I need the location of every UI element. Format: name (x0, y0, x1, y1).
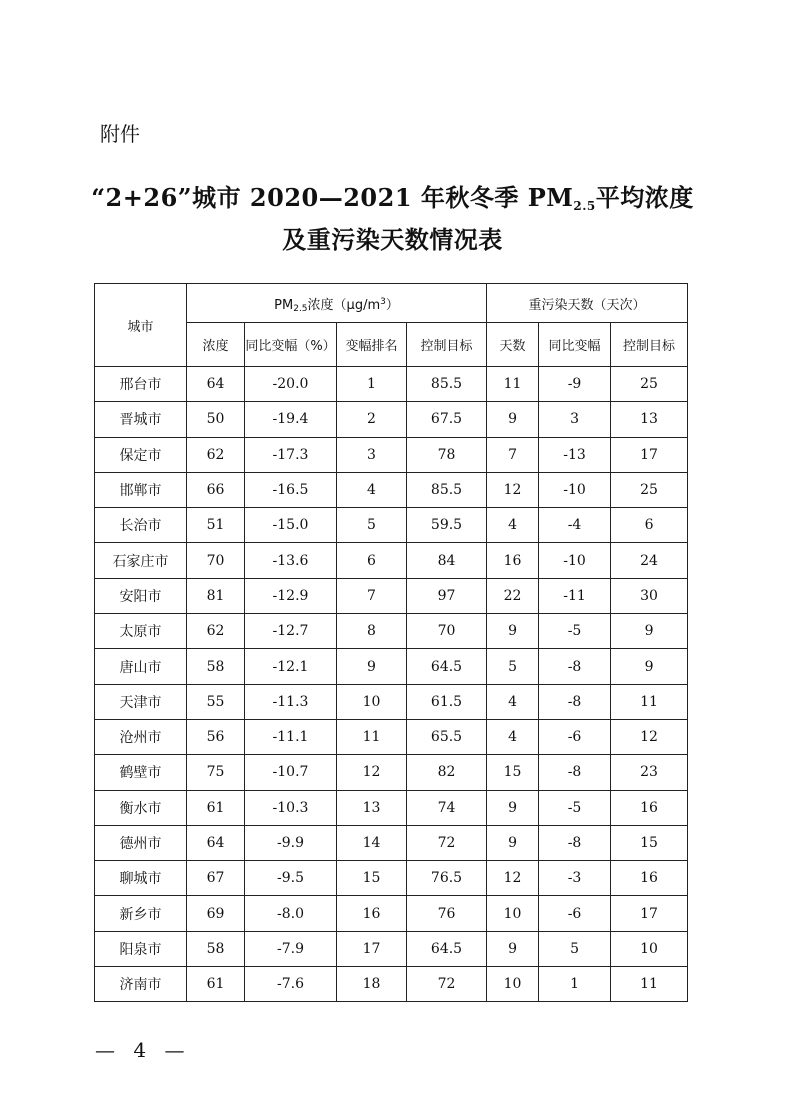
table-row (95, 508, 688, 543)
table-cell: 9 (487, 402, 539, 437)
table-cell: -6 (539, 719, 611, 754)
table-cell: 11 (337, 719, 407, 754)
table-cell: -8 (539, 825, 611, 860)
table-cell: 15 (337, 861, 407, 896)
table-cell: 72 (407, 825, 487, 860)
table-cell: 16 (487, 543, 539, 578)
table-row (95, 719, 688, 754)
pm25-group-header: PM2.5浓度$(\mu g/m^3)$ (187, 284, 487, 323)
city-cell: 邯郸市 (95, 472, 187, 507)
document-title-line2: 及重污染天数情况表 (282, 225, 503, 254)
table-cell: 76.5 (407, 861, 487, 896)
table-cell: 9 (337, 649, 407, 684)
table-cell: 3 (337, 437, 407, 472)
table-cell: 72 (407, 967, 487, 1002)
table-cell: 6 (337, 543, 407, 578)
table-cell: -7.6 (245, 967, 337, 1002)
table-cell: 2 (337, 402, 407, 437)
table-cell: -20.0 (245, 367, 337, 402)
table-cell: -10 (539, 472, 611, 507)
sub-header-days-change: 同比变幅 (539, 323, 611, 367)
table-cell: 17 (337, 931, 407, 966)
table-cell: 25 (611, 367, 688, 402)
table-cell: 82 (407, 755, 487, 790)
table-cell: 67 (187, 861, 245, 896)
table-cell: -12.9 (245, 578, 337, 613)
table-cell: 4 (487, 719, 539, 754)
table-row (95, 543, 688, 578)
city-cell: 沧州市 (95, 719, 187, 754)
table-cell: -8 (539, 684, 611, 719)
table-cell: 5 (539, 931, 611, 966)
table-cell: -9.9 (245, 825, 337, 860)
table-row (95, 896, 688, 931)
table-cell: 9 (487, 931, 539, 966)
table-row (95, 402, 688, 437)
table-cell: 11 (611, 684, 688, 719)
table-cell: 69 (187, 896, 245, 931)
table-cell: 85.5 (407, 367, 487, 402)
table-cell: 3 (539, 402, 611, 437)
page-number: — 4 — (95, 1038, 191, 1062)
sub-header-days: 天数 (487, 323, 539, 367)
table-cell: 66 (187, 472, 245, 507)
table-cell: 7 (337, 578, 407, 613)
sub-header-rank: 变幅排名 (337, 323, 407, 367)
table-cell: 9 (487, 790, 539, 825)
city-cell: 天津市 (95, 684, 187, 719)
table-cell: -8.0 (245, 896, 337, 931)
table-cell: 9 (611, 614, 688, 649)
city-column-header: 城市 (95, 284, 187, 367)
document-title (0, 178, 785, 213)
table-cell: -8 (539, 755, 611, 790)
table-cell: 23 (611, 755, 688, 790)
table-row (95, 931, 688, 966)
city-cell: 长治市 (95, 508, 187, 543)
table-cell: 75 (187, 755, 245, 790)
table-cell: 14 (337, 825, 407, 860)
table-cell: 1 (539, 967, 611, 1002)
table-cell: -16.5 (245, 472, 337, 507)
table-cell: 15 (487, 755, 539, 790)
table-cell: 67.5 (407, 402, 487, 437)
city-cell: 安阳市 (95, 578, 187, 613)
table-cell: 10 (611, 931, 688, 966)
table-cell: 6 (611, 508, 688, 543)
table-cell: 16 (611, 861, 688, 896)
table-row (95, 472, 688, 507)
table-cell: 5 (337, 508, 407, 543)
city-cell: 太原市 (95, 614, 187, 649)
table-cell: -5 (539, 614, 611, 649)
city-cell: 邢台市 (95, 367, 187, 402)
sub-header-target: 控制目标 (407, 323, 487, 367)
table-cell: 12 (487, 861, 539, 896)
table-cell: 16 (337, 896, 407, 931)
table-cell: 13 (337, 790, 407, 825)
table-row (95, 578, 688, 613)
table-cell: 18 (337, 967, 407, 1002)
table-cell: 24 (611, 543, 688, 578)
table-cell: -12.7 (245, 614, 337, 649)
table-cell: 16 (611, 790, 688, 825)
table-cell: 13 (611, 402, 688, 437)
table-cell: -10.3 (245, 790, 337, 825)
title-text-pre: “2+26”城市 2020—2021 年秋冬季 PM (91, 183, 574, 212)
table-cell: -10 (539, 543, 611, 578)
table-cell: 55 (187, 684, 245, 719)
table-cell: 11 (611, 967, 688, 1002)
table-cell: 84 (407, 543, 487, 578)
table-cell: -13 (539, 437, 611, 472)
table-cell: -12.1 (245, 649, 337, 684)
table-cell: -4 (539, 508, 611, 543)
table-cell: 65.5 (407, 719, 487, 754)
table-cell: -11 (539, 578, 611, 613)
table-cell: -5 (539, 790, 611, 825)
city-cell: 石家庄市 (95, 543, 187, 578)
table-cell: -8 (539, 649, 611, 684)
table-cell: 7 (487, 437, 539, 472)
table-cell: 58 (187, 649, 245, 684)
table-cell: 61.5 (407, 684, 487, 719)
table-cell: 62 (187, 437, 245, 472)
table-cell: -3 (539, 861, 611, 896)
table-cell: 64 (187, 825, 245, 860)
heavy-pollution-group-header: 重污染天数（天次） (487, 284, 688, 323)
table-cell: 4 (337, 472, 407, 507)
title-text-post: 平均浓度 (595, 183, 694, 212)
table-row (95, 825, 688, 860)
table-row (95, 649, 688, 684)
table-cell: -9 (539, 367, 611, 402)
table-cell: 12 (337, 755, 407, 790)
table-cell: 9 (611, 649, 688, 684)
city-cell: 聊城市 (95, 861, 187, 896)
table-cell: 25 (611, 472, 688, 507)
table-cell: -11.1 (245, 719, 337, 754)
table-row (95, 437, 688, 472)
table-cell: 30 (611, 578, 688, 613)
table-cell: 76 (407, 896, 487, 931)
table-cell: 56 (187, 719, 245, 754)
table-cell: 17 (611, 896, 688, 931)
table-row (95, 614, 688, 649)
table-cell: 61 (187, 790, 245, 825)
sub-header-days-target: 控制目标 (611, 323, 688, 367)
table-cell: 50 (187, 402, 245, 437)
city-cell: 德州市 (95, 825, 187, 860)
table-cell: 12 (487, 472, 539, 507)
table-cell: -7.9 (245, 931, 337, 966)
table-cell: -11.3 (245, 684, 337, 719)
table-row (95, 755, 688, 790)
city-cell: 鹤壁市 (95, 755, 187, 790)
table-row (95, 790, 688, 825)
sub-header-concentration: 浓度 (187, 323, 245, 367)
table-cell: 81 (187, 578, 245, 613)
table-cell: 64.5 (407, 931, 487, 966)
pm25-data-table (94, 283, 688, 1002)
city-cell: 晋城市 (95, 402, 187, 437)
city-cell: 衡水市 (95, 790, 187, 825)
table-cell: 58 (187, 931, 245, 966)
table-cell: 74 (407, 790, 487, 825)
table-cell: 62 (187, 614, 245, 649)
table-cell: 4 (487, 508, 539, 543)
table-cell: 70 (407, 614, 487, 649)
table-cell: 8 (337, 614, 407, 649)
table-row (95, 861, 688, 896)
table-cell: 78 (407, 437, 487, 472)
table-cell: 9 (487, 825, 539, 860)
table-cell: 10 (487, 967, 539, 1002)
table-cell: -19.4 (245, 402, 337, 437)
table-cell: -17.3 (245, 437, 337, 472)
table-cell: 97 (407, 578, 487, 613)
table-cell: 10 (487, 896, 539, 931)
table-cell: 17 (611, 437, 688, 472)
table-cell: 10 (337, 684, 407, 719)
table-cell: 12 (611, 719, 688, 754)
table-cell: 9 (487, 614, 539, 649)
city-cell: 新乡市 (95, 896, 187, 931)
table-cell: -10.7 (245, 755, 337, 790)
table-cell: 1 (337, 367, 407, 402)
table-cell: 85.5 (407, 472, 487, 507)
city-cell: 保定市 (95, 437, 187, 472)
table-row (95, 967, 688, 1002)
table-cell: 59.5 (407, 508, 487, 543)
table-row (95, 367, 688, 402)
table-cell: 70 (187, 543, 245, 578)
title-pm-subscript: 2.5 (573, 199, 596, 213)
attachment-label: 附件 (100, 122, 140, 146)
table-cell: 5 (487, 649, 539, 684)
table-cell: 11 (487, 367, 539, 402)
table-cell: 64.5 (407, 649, 487, 684)
city-cell: 济南市 (95, 967, 187, 1002)
table-cell: 15 (611, 825, 688, 860)
sub-header-yoy-change: 同比变幅（%） (245, 323, 337, 367)
table-row (95, 684, 688, 719)
table-cell: 61 (187, 967, 245, 1002)
table-cell: 4 (487, 684, 539, 719)
table-cell: 64 (187, 367, 245, 402)
table-cell: 22 (487, 578, 539, 613)
table-cell: -13.6 (245, 543, 337, 578)
city-cell: 阳泉市 (95, 931, 187, 966)
table-cell: -9.5 (245, 861, 337, 896)
table-cell: 51 (187, 508, 245, 543)
table-cell: -6 (539, 896, 611, 931)
table-cell: -15.0 (245, 508, 337, 543)
city-cell: 唐山市 (95, 649, 187, 684)
